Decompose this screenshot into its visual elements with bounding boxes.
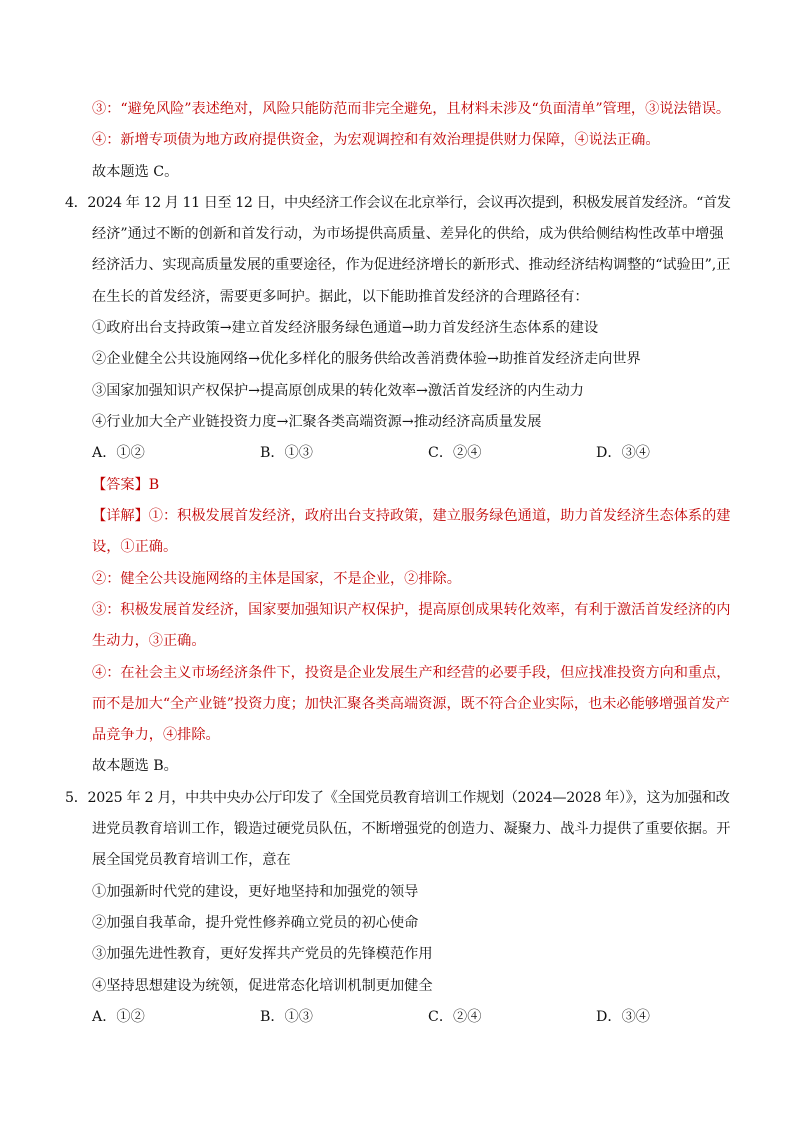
q4-analysis-line-7: 而不是加大“全产业链”投资力度；加快汇聚各类高端资源，既不符合企业实际，也未必能够增强首发产 (92, 696, 730, 712)
q4-analysis-line-5: 生动力，③正确。 (92, 633, 206, 649)
q5-option-a: A．①② (92, 1009, 145, 1025)
q4-analysis-line-6: ④：在社会主义市场经济条件下，投资是企业发展生产和经营的必要手段，但应找准投资方向和重点， (92, 665, 731, 681)
q4-analysis-line-1: 【详解】①：积极发展首发经济，政府出台支持政策，建立服务绿色通道，助力首发经济生态体系的建 (92, 508, 731, 524)
q5-option-b: B．①③ (260, 1009, 313, 1025)
q5-option-d: D．③④ (596, 1009, 650, 1025)
q4-stem-line-3: 经济活力、实现高质量发展的重要途径，作为促进经济增长的新形式、推动经济结构调整的“试验田”,正 (92, 257, 731, 273)
q5-stem-line-1: 5．2025 年 2 月，中共中央办公厅印发了《全国党员教育培训工作规划（2024—2028 年）》，这为加强和改 (65, 790, 730, 806)
q4-answer (92, 475, 159, 495)
q4-option-b: B．①③ (260, 445, 313, 461)
q4-option-c: C．②④ (428, 445, 482, 461)
q5-item-1: ①加强新时代党的建设，更好地坚持和加强党的领导 (92, 884, 419, 900)
q5-stem-line-2: 进党员教育培训工作，锻造过硬党员队伍，不断增强党的创造力、凝聚力、战斗力提供了重要依据。开 (92, 821, 731, 837)
q4-item-4: ④行业加大全产业链投资力度→汇聚各类高端资源→推动经济高质量发展 (92, 414, 542, 430)
q4-analysis-line-4: ③：积极发展首发经济，国家要加强知识产权保护，提高原创成果转化效率，有利于激活首发经济的内 (92, 602, 731, 618)
q4-item-1: ①政府出台支持政策→建立首发经济服务绿色通道→助力首发经济生态体系的建设 (92, 320, 599, 336)
q4-answer-label: 【答案】B (92, 477, 160, 493)
q4-analysis-line-3: ②：健全公共设施网络的主体是国家，不是企业，②排除。 (92, 571, 461, 587)
q4-stem-line-2: 经济”通过不断的创新和首发行动，为市场提供高质量、差异化的供给，成为供给侧结构性改革中增强 (92, 226, 724, 242)
q4-option-d: D．③④ (596, 445, 650, 461)
q4-stem-line-1: 4．2024 年 12 月 11 日至 12 日，中央经济工作会议在北京举行，会议再次提到，积极发展首发经济。“首发 (65, 195, 731, 211)
q4-item-2: ②企业健全公共设施网络→优化多样化的服务供给改善消费体验→助推首发经济走向世界 (92, 351, 641, 367)
q5-option-c: C．②④ (428, 1009, 482, 1025)
q5-item-4: ④坚持思想建设为统领，促进常态化培训机制更加健全 (92, 978, 433, 994)
q4-conclusion: 故本题选 B。 (92, 758, 178, 774)
q4-analysis-line-8: 品竞争力，④排除。 (92, 727, 220, 743)
q4-analysis-line-2: 设，①正确。 (92, 539, 178, 555)
q3-analysis-line-3: ③：“避免风险”表述绝对，风险只能防范而非完全避免，且材料未涉及“负面清单”管理，③说法错误。 (92, 101, 731, 117)
q5-item-3: ③加强先进性教育，更好发挥共产党员的先锋模范作用 (92, 946, 433, 962)
q5-stem-line-3: 展全国党员教育培训工作，意在 (92, 852, 291, 868)
q4-item-3: ③国家加强知识产权保护→提高原创成果的转化效率→激活首发经济的内生动力 (92, 383, 584, 399)
q3-analysis-line-4: ④：新增专项债为地方政府提供资金，为宏观调控和有效治理提供财力保障，④说法正确。 (92, 132, 660, 148)
q3-conclusion: 故本题选 C。 (92, 164, 179, 180)
q5-item-2: ②加强自我革命，提升党性修养确立党员的初心使命 (92, 915, 419, 931)
q4-stem-line-4: 在生长的首发经济，需要更多呵护。据此，以下能助推首发经济的合理路径有： (92, 289, 589, 305)
q4-option-a: A．①② (92, 445, 145, 461)
